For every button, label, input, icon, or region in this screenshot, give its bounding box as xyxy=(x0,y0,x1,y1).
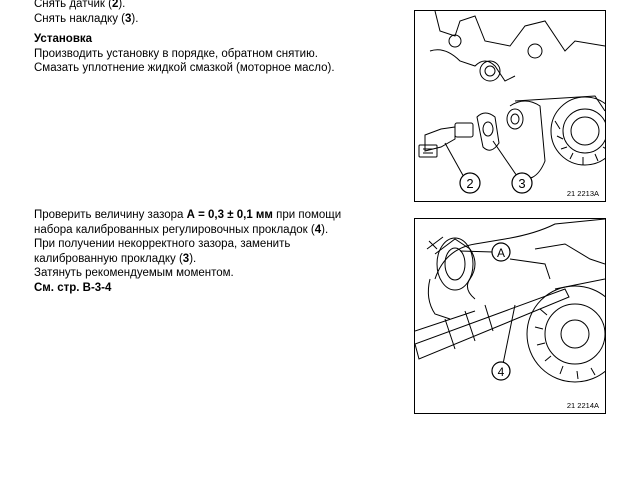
figure-sensor-removal xyxy=(414,10,606,202)
replace-shim-line xyxy=(34,252,341,267)
install-order-text: Производить установку в порядке, обратном снятию. xyxy=(34,47,318,60)
step-text: Снять датчик ( xyxy=(34,0,112,10)
ref-number: 3 xyxy=(125,12,132,25)
figure-code: 21 2213A xyxy=(566,189,599,198)
text: ). xyxy=(189,252,197,265)
lubricate-seal-text: Смазать уплотнение жидкой смазкой (моторное масло). xyxy=(34,62,335,74)
step-end: ). xyxy=(131,12,139,25)
engine-sensor-illustration xyxy=(415,11,605,201)
ref-number: 4 xyxy=(314,223,322,236)
incorrect-gap-line: При получении некорректного зазора, заменить xyxy=(34,238,291,250)
step-remove-sensor xyxy=(34,0,335,12)
see-page-line xyxy=(34,281,341,296)
figure-gap-check xyxy=(414,218,606,414)
text: набора калиброванных регулировочных прокладок ( xyxy=(34,223,315,236)
text: при помощи xyxy=(272,209,342,221)
step-text: Снять накладку ( xyxy=(34,12,125,25)
installation-heading xyxy=(34,32,335,47)
callout-3: 3 xyxy=(518,176,526,191)
step-remove-cover xyxy=(34,12,335,27)
callout-a: A xyxy=(496,246,506,260)
step-end: ). xyxy=(118,0,126,10)
section-1-text xyxy=(34,0,335,76)
page-reference: См. стр. В-3-4 xyxy=(34,281,112,294)
section-2-text xyxy=(34,208,341,295)
torque-line: Затянуть рекомендуемым моментом. xyxy=(34,267,234,279)
text: калиброванную прокладку ( xyxy=(34,252,183,265)
gap-value: А = 0,3 ± 0,1 мм xyxy=(186,209,273,221)
gap-check-line xyxy=(34,208,341,223)
text: Проверить величину зазора xyxy=(34,209,187,221)
text: ). xyxy=(321,223,329,236)
heading-text: Установка xyxy=(34,33,93,45)
ref-number: 2 xyxy=(111,0,119,10)
figure-code: 21 2214A xyxy=(566,401,599,410)
shim-set-line xyxy=(34,223,341,238)
callout-4: 4 xyxy=(497,365,505,379)
gap-check-illustration xyxy=(415,219,605,413)
callout-2: 2 xyxy=(466,176,474,191)
ref-number: 3 xyxy=(182,252,190,265)
